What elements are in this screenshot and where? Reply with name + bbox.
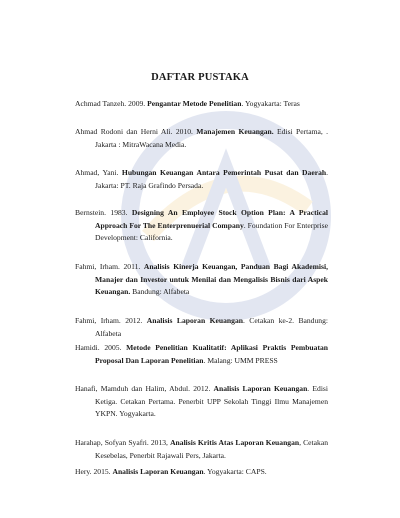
page-title: DAFTAR PUSTAKA	[151, 72, 249, 83]
reference-entry: Bernstein. 1983. Designing An Employee Stock Option Plan: A Practical Approach For The Enterprenuerial Company. Foundation For Enterprise Development: California.	[75, 208, 328, 242]
reference-entry: Fahmi, Irham. 2011. Analisis Kinerja Keuangan, Panduan Bagi Akademisi, Manajer dan Investor untuk Menilai dan Mengalisis Bisnis dari Aspek Keuangan. Bandung: Alfabeta	[75, 262, 329, 296]
reference-entry: Achmad Tanzeh. 2009. Pengantar Metode Penelitian. Yogyakarta: Teras	[75, 99, 300, 108]
reference-entry: Fahmi, Irham. 2012. Analisis Laporan Keuangan. Cetakan ke-2. Bandung: Alfabeta	[75, 316, 328, 338]
reference-entry: Hanafi, Mamduh dan Halim, Abdul. 2012. Analisis Laporan Keuangan. Edisi Ketiga. Cetakan Pertama. Penerbit UPP Sekolah Tinggi Ilmu Manajemen YKPN. Yogyakarta.	[75, 384, 328, 418]
reference-entry: Hery. 2015. Analisis Laporan Keuangan. Yogyakarta: CAPS.	[75, 467, 267, 476]
reference-entry: Harahap, Sofyan Syafri. 2013, Analisis Kritis Atas Laporan Keuangan, Cetakan Kesebelas, Penerbit Rajawali Pers, Jakarta.	[75, 438, 328, 460]
reference-entry: Hamidi. 2005. Metode Penelitian Kualitatif: Aplikasi Praktis Pembuatan Proposal Dan Laporan Penelitian. Malang: UMM PRESS	[75, 343, 328, 365]
reference-entry: Ahmad, Yani. Hubungan Keuangan Antara Pemerintah Pusat dan Daerah. Jakarta: PT. Raja Grafindo Persada.	[75, 168, 329, 190]
reference-entry: Ahmad Rodoni dan Herni Ali. 2010. Manajemen Keuangan. Edisi Pertama, . Jakarta : MitraWacana Media.	[75, 127, 329, 149]
